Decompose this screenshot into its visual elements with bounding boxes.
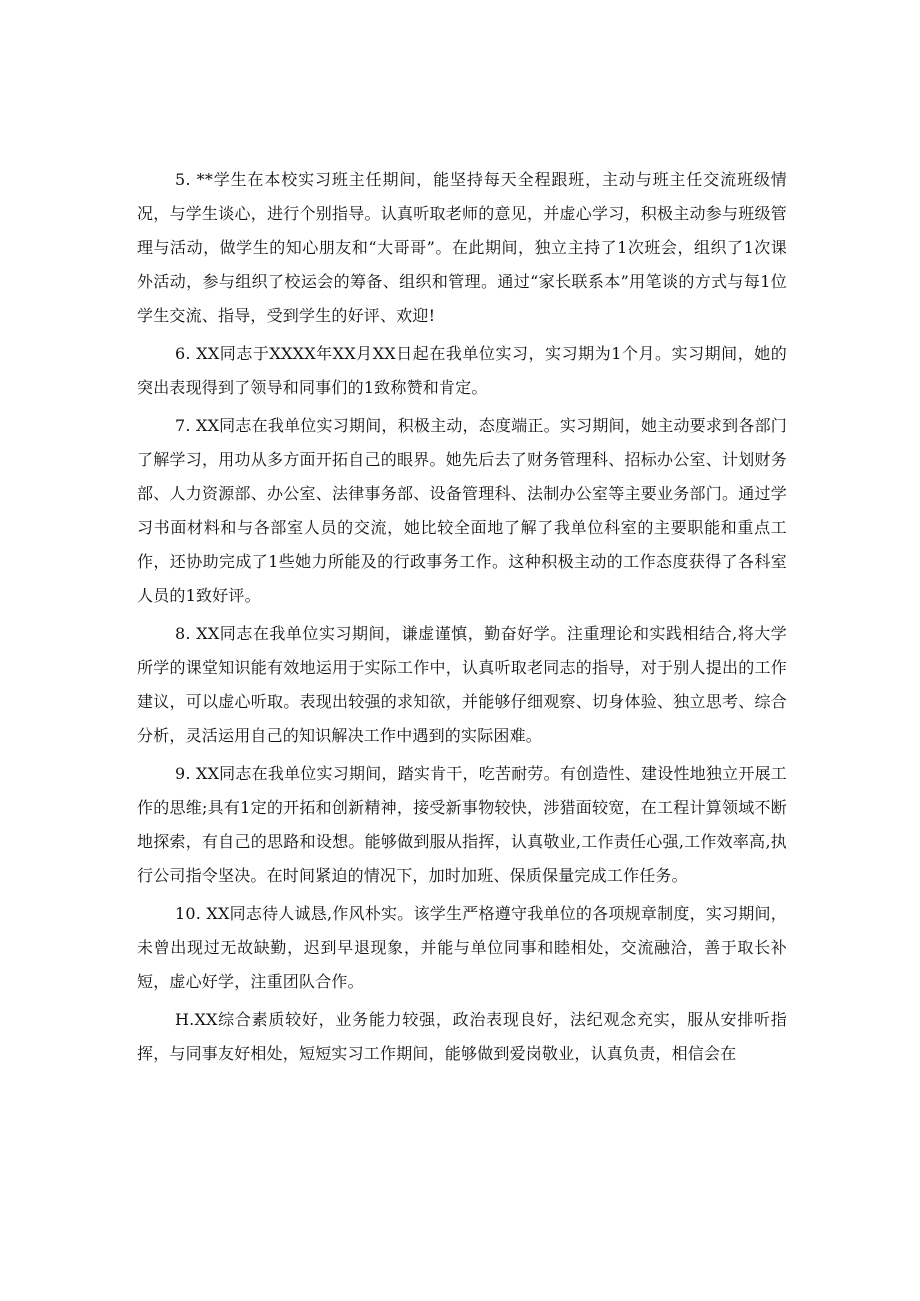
document-body (137, 163, 787, 1075)
paragraph-8: 8. XX同志在我单位实习期间，谦虚谨慎，勤奋好学。注重理论和实践相结合,将大学所学的课堂知识能有效地运用于实际工作中，认真听取老同志的指导，对于别人提出的工作建议，可以虚心听取。表现出较强的求知欲，并能够仔细观察、切身体验、独立思考、综合分析，灵活运用自己的知识解决工作中遇到的实际困难。 (137, 624, 787, 745)
paragraph-9: 9. XX同志在我单位实习期间，踏实肯干，吃苦耐劳。有创造性、建设性地独立开展工作的思维;具有1定的开拓和创新精神，接受新事物较快，涉猎面较宽，在工程计算领域不断地探索，有自己的思路和设想。能够做到服从指挥，认真敬业,工作责任心强,工作效率高,执行公司指令坚决。在时间紧迫的情况下，加时加班、保质保量完成工作任务。 (137, 764, 787, 885)
paragraph-7: 7. XX同志在我单位实习期间，积极主动，态度端正。实习期间，她主动要求到各部门了解学习，用功从多方面开拓自己的眼界。她先后去了财务管理科、招标办公室、计划财务部、人力资源部、办公室、法律事务部、设备管理科、法制办公室等主要业务部门。通过学习书面材料和与各部室人员的交流，她比较全面地了解了我单位科室的主要职能和重点工作，还协助完成了1些她力所能及的行政事务工作。这种积极主动的工作态度获得了各科室人员的1致好评。 (137, 416, 787, 605)
paragraph-5: 5. **学生在本校实习班主任期间，能坚持每天全程跟班，主动与班主任交流班级情况，与学生谈心，进行个别指导。认真听取老师的意见，并虚心学习，积极主动参与班级管理与活动，做学生的知心朋友和“大哥哥”。在此期间，独立主持了1次班会，组织了1次课外活动，参与组织了校运会的筹备、组织和管理。通过“家长联系本”用笔谈的方式与每1位学生交流、指导，受到学生的好评、欢迎! (137, 170, 787, 325)
paragraph-11: H.XX综合素质较好，业务能力较强，政治表现良好，法纪观念充实，服从安排听指挥，与同事友好相处，短短实习工作期间，能够做到爱岗敬业，认真负责，相信会在 (137, 1010, 787, 1063)
paragraph-6: 6. XX同志于XXXX年XX月XX日起在我单位实习，实习期为1个月。实习期间，她的突出表现得到了领导和同事们的1致称赞和肯定。 (137, 344, 787, 397)
paragraph-10: 10. XX同志待人诚恳,作风朴实。该学生严格遵守我单位的各项规章制度，实习期间，未曾出现过无故缺勤，迟到早退现象，并能与单位同事和睦相处，交流融洽，善于取长补短，虚心好学，注重团队合作。 (137, 904, 787, 991)
